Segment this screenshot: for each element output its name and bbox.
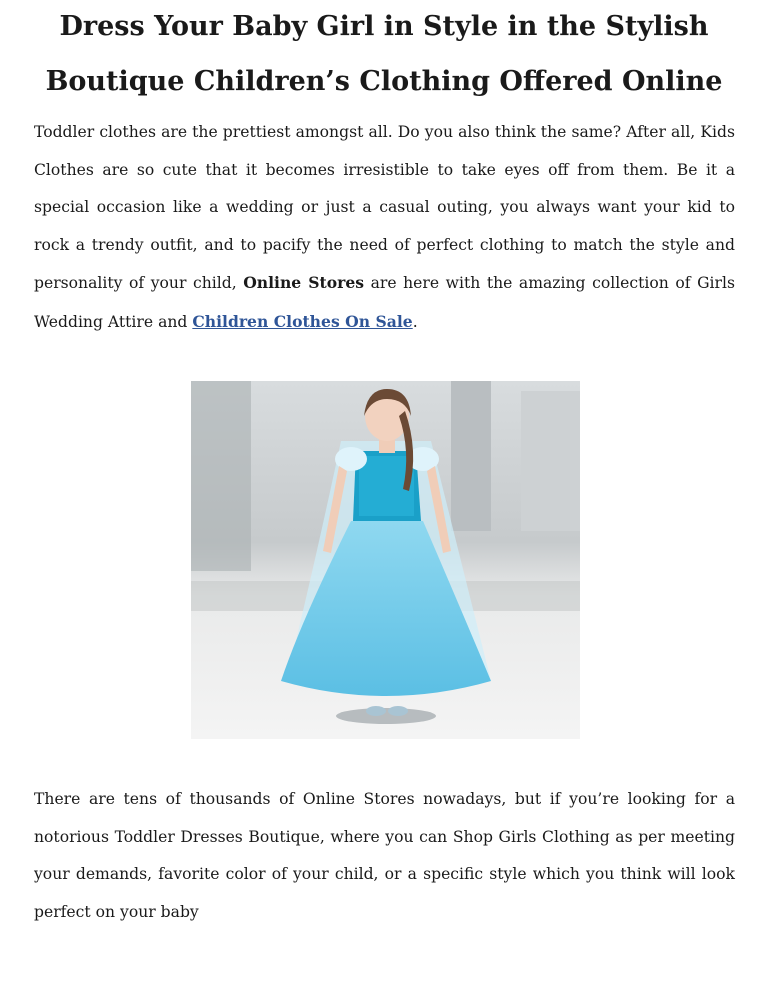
children-clothes-on-sale-link[interactable]: Children Clothes On Sale [192,311,413,331]
page-title-line-2: Boutique Children’s Clothing Offered Online [45,66,723,97]
page-title-line-1: Dress Your Baby Girl in Style in the Stylish [59,11,709,42]
intro-text-end: . [412,312,418,331]
online-stores-bold: Online Stores [243,273,365,293]
intro-paragraph [34,114,735,342]
girl-in-blue-dress-photo [191,381,580,739]
intro-text-start: Toddler clothes are the prettiest amongst all. Do you also think the same? After all, Kids Clothes are so cute that it becomes irresistible to take eyes off from them. Be it a special occasion like a wedding or just a casual outing, you always want your kid to rock a trendy outfit, and to pacify the need of perfect clothing to match the style and personality of your child, [34,123,735,293]
second-paragraph: There are tens of thousands of Online Stores nowadays, but if you’re looking for a notorious Toddler Dresses Boutique, where you can Shop Girls Clothing as per meeting your demands, favorite color of your child, or a specific style which you think will look perfect on your baby [34,790,735,921]
intro-text-middle: are here with the amazing collection of Girls Wedding Attire and [34,274,735,331]
